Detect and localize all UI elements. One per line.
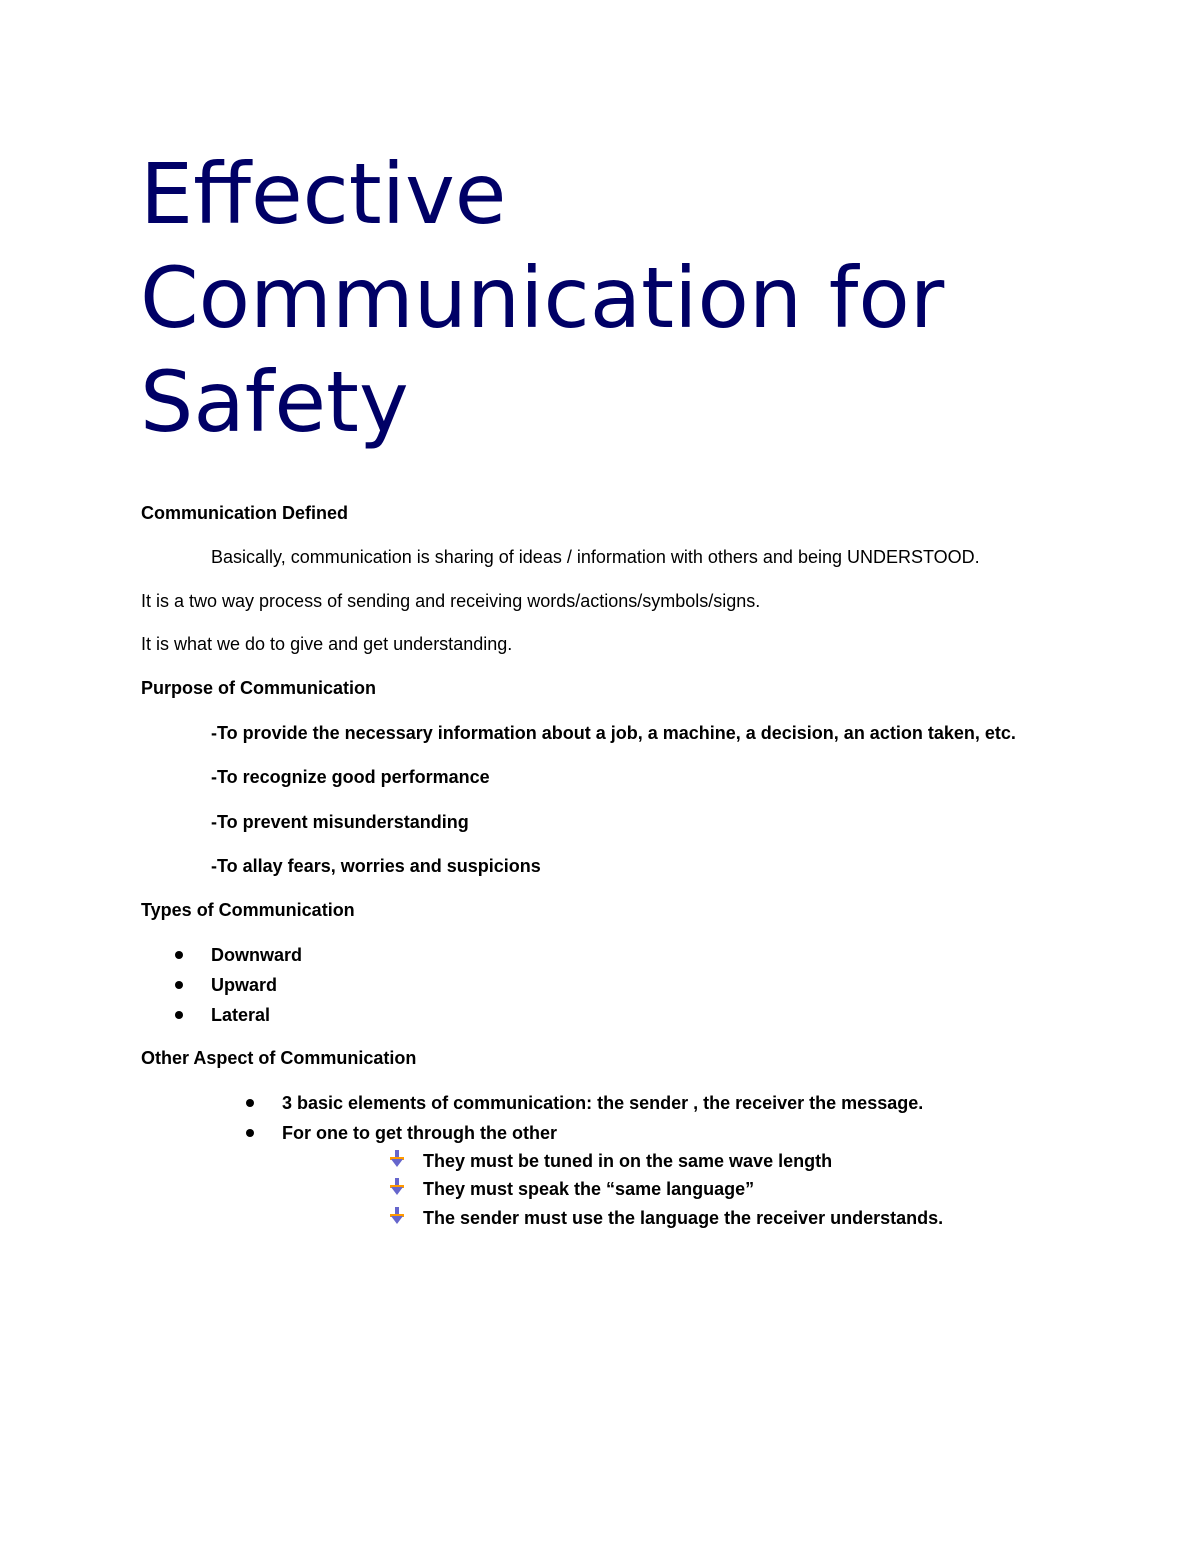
bullet-icon — [175, 951, 183, 959]
purpose-item: -To recognize good performance — [211, 767, 490, 787]
purpose-item: -To prevent misunderstanding — [211, 812, 469, 832]
heading-other-aspect: Other Aspect of Communication — [141, 1048, 417, 1068]
title-line-1: Effective — [140, 145, 507, 243]
heading-purpose: Purpose of Communication — [141, 678, 377, 698]
bullet-icon — [246, 1099, 254, 1107]
other-aspect-item: 3 basic elements of communication: the sender , the receiver the message. — [282, 1093, 924, 1113]
defined-paragraph-3: It is what we do to give and get understanding. — [141, 634, 513, 654]
types-item-lateral: Lateral — [211, 1005, 271, 1025]
other-aspect-item: For one to get through the other — [282, 1123, 557, 1143]
defined-paragraph-1: Basically, communication is sharing of ideas / information with others and being UNDERSTOOD. — [211, 547, 980, 567]
bullet-icon — [175, 1011, 183, 1019]
types-item-downward: Downward — [211, 945, 303, 965]
sub-item: They must be tuned in on the same wave length — [423, 1151, 833, 1171]
title-line-2: Communication for — [140, 249, 945, 347]
purpose-item: -To allay fears, worries and suspicions — [211, 856, 541, 876]
types-item-upward: Upward — [211, 975, 278, 995]
sub-item: They must speak the “same language” — [423, 1179, 755, 1199]
heading-types: Types of Communication — [141, 900, 355, 920]
bullet-icon — [175, 981, 183, 989]
sub-item: The sender must use the language the receiver understands. — [423, 1208, 944, 1228]
bullet-icon — [246, 1129, 254, 1137]
heading-communication-defined: Communication Defined — [141, 503, 349, 523]
purpose-item: -To provide the necessary information about a job, a machine, a decision, an action taken, etc. — [211, 723, 1016, 743]
title-line-3: Safety — [140, 353, 409, 451]
arrow-down-bullet-icon — [389, 1150, 405, 1168]
defined-paragraph-2: It is a two way process of sending and receiving words/actions/symbols/signs. — [141, 591, 761, 611]
arrow-down-bullet-icon — [389, 1178, 405, 1196]
arrow-down-bullet-icon — [389, 1207, 405, 1225]
